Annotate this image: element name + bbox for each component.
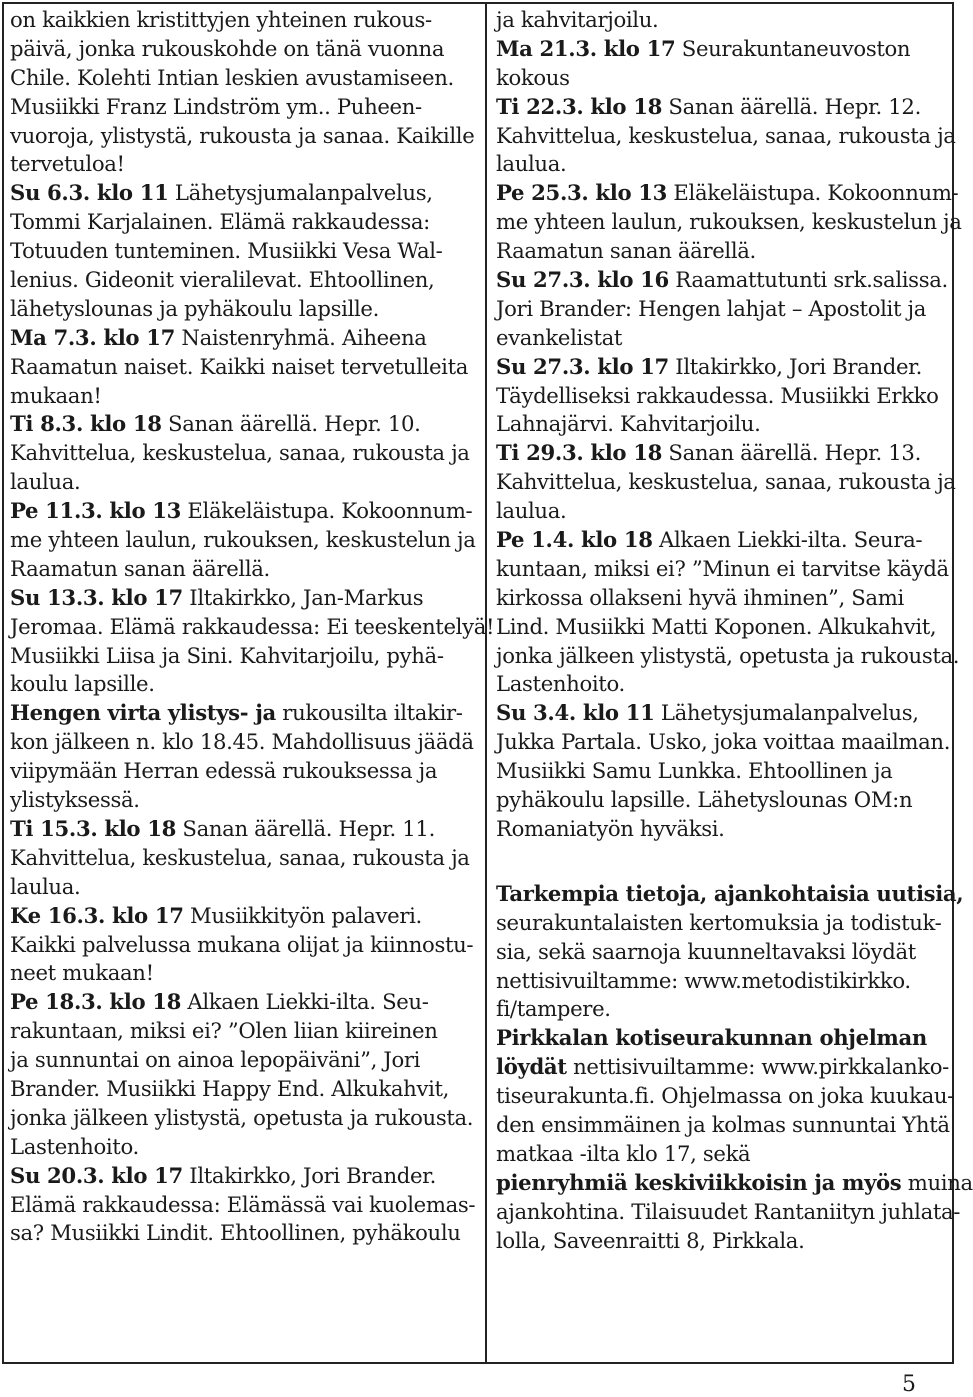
line-text: matkaa -ilta klo 17, sekä	[496, 1140, 751, 1166]
line-text: mukaan!	[10, 382, 102, 408]
text-line	[10, 93, 472, 122]
line-text: Seurakuntaneuvoston	[675, 35, 911, 61]
text-line	[496, 967, 946, 996]
line-text: kirkossa ollakseni hyvä ihminen”, Sami	[496, 584, 904, 610]
line-text: päivä, jonka rukouskohde on tänä vuonna	[10, 35, 445, 61]
line-text: ja sunnuntai on ainoa lepopäiväni”, Jori	[10, 1047, 421, 1073]
line-text: seurakuntalaisten kertomuksia ja todistuk-	[496, 909, 942, 935]
text-line	[496, 699, 946, 728]
bold-lead: Su 20.3. klo 17	[10, 1162, 183, 1188]
line-text: Brander. Musiikki Happy End. Alkukahvit,	[10, 1075, 450, 1101]
text-line	[496, 786, 946, 815]
text-line	[10, 208, 472, 237]
text-line	[10, 584, 472, 613]
text-line	[10, 699, 472, 728]
line-text: laulua.	[496, 498, 567, 524]
line-text: Totuuden tunteminen. Musiikki Vesa Wal-	[10, 238, 443, 264]
line-text: Iltakirkko, Jan-Markus	[182, 584, 424, 610]
line-text: kokous	[496, 64, 570, 90]
line-text: muina	[901, 1169, 973, 1195]
line-text: Alkaen Liekki-ilta. Seu-	[181, 989, 429, 1015]
text-line	[496, 526, 946, 555]
line-text: Iltakirkko, Jori Brander.	[182, 1162, 436, 1188]
text-line	[10, 728, 472, 757]
line-text: Kahvittelua, keskustelua, sanaa, rukousta ja	[496, 469, 956, 495]
line-text: laulua.	[496, 151, 567, 177]
line-text: Sanan äärellä. Hepr. 13.	[662, 440, 921, 466]
line-text: ja kahvitarjoilu.	[496, 7, 659, 32]
text-line	[496, 6, 946, 35]
text-line	[10, 815, 472, 844]
line-text: koulu lapsille.	[10, 671, 155, 697]
text-line	[10, 642, 472, 671]
text-line	[496, 909, 946, 938]
line-text: ajankohtina. Tilaisuudet Rantaniityn juhlata-	[496, 1198, 961, 1224]
line-text: laulua.	[10, 469, 81, 495]
line-text: Raamatun sanan äärellä.	[10, 555, 270, 581]
line-text: Lahnajärvi. Kahvitarjoilu.	[496, 411, 761, 437]
text-line	[10, 324, 472, 353]
text-line	[10, 959, 472, 988]
bold-lead: Su 3.4. klo 11	[496, 700, 655, 726]
text-line	[496, 324, 946, 353]
line-text: fi/tampere.	[496, 996, 611, 1022]
bold-lead: pienryhmiä keskiviikkoisin ja myös	[496, 1169, 902, 1195]
line-text: Musiikki Samu Lunkka. Ehtoollinen ja	[496, 758, 893, 784]
line-text: kuntaan, miksi ei? ”Minun ei tarvitse käydä	[496, 555, 949, 581]
text-line	[496, 670, 946, 699]
line-text: Alkaen Liekki-ilta. Seura-	[652, 527, 923, 553]
line-text: vuoroja, ylistystä, rukousta ja sanaa. Kaikille	[10, 122, 475, 148]
text-line	[10, 150, 472, 179]
line-text: Jukka Partala. Usko, joka voittaa maailman.	[496, 729, 951, 755]
bold-lead: Ke 16.3. klo 17	[10, 902, 184, 928]
text-line	[10, 613, 495, 642]
text-line	[496, 64, 946, 93]
text-line	[10, 6, 472, 35]
text-line	[10, 1104, 472, 1133]
bold-lead: Ma 21.3. klo 17	[496, 35, 676, 61]
line-text: Musiikki Franz Lindström ym.. Puheen-	[10, 93, 422, 119]
line-text: Kahvittelua, keskustelua, sanaa, rukousta ja	[496, 122, 956, 148]
text-line	[496, 584, 946, 613]
text-line	[10, 382, 472, 411]
line-text: Jeromaa. Elämä rakkaudessa: Ei teeskentelyä!	[10, 613, 495, 639]
line-text: Chile. Kolehti Intian leskien avustamiseen.	[10, 64, 454, 90]
bold-lead: Su 6.3. klo 11	[10, 180, 169, 206]
line-text: viipymään Herran edessä rukouksessa ja	[10, 758, 438, 784]
text-line	[496, 35, 946, 64]
line-text: Raamatun sanan äärellä.	[496, 238, 756, 264]
text-line	[10, 35, 472, 64]
bold-lead: Pe 1.4. klo 18	[496, 527, 653, 553]
text-line	[496, 1227, 946, 1256]
column-divider	[485, 4, 487, 1362]
text-line	[10, 555, 472, 584]
text-line	[496, 613, 946, 642]
text-line	[496, 815, 946, 844]
text-line	[10, 439, 472, 468]
line-text: Elämä rakkaudessa: Elämässä vai kuolemas-	[10, 1191, 476, 1217]
line-text: Raamattutunti srk.salissa.	[668, 267, 948, 293]
text-line	[496, 1169, 973, 1198]
text-line	[496, 728, 951, 757]
bold-lead: Su 27.3. klo 17	[496, 353, 669, 379]
line-text: Sanan äärellä. Hepr. 12.	[662, 93, 921, 119]
line-text: den ensimmäinen ja kolmas sunnuntai Yhtä	[496, 1111, 950, 1137]
line-text: nettisivuiltamme: www.metodistikirkko.	[496, 967, 911, 993]
bold-lead: Pe 11.3. klo 13	[10, 498, 182, 524]
text-line	[496, 150, 946, 179]
bold-lead: Pirkkalan kotiseurakunnan ohjelman	[496, 1025, 927, 1051]
text-line	[10, 468, 472, 497]
line-text: Musiikki Liisa ja Sini. Kahvitarjoilu, pyhä-	[10, 642, 444, 668]
bold-lead: löydät	[496, 1054, 567, 1080]
text-line	[10, 1017, 472, 1046]
text-line	[496, 938, 946, 967]
bold-lead: Su 13.3. klo 17	[10, 584, 183, 610]
text-line	[10, 1075, 472, 1104]
line-text: tervetuloa!	[10, 151, 125, 177]
line-text: Jori Brander: Hengen lahjat – Apostolit ja	[496, 295, 927, 321]
line-text: Tommi Karjalainen. Elämä rakkaudessa:	[10, 209, 430, 235]
text-line	[496, 757, 946, 786]
page-number: 5	[902, 1372, 916, 1397]
text-line	[10, 122, 475, 151]
line-text: rakuntaan, miksi ei? ”Olen liian kiireinen	[10, 1018, 438, 1044]
line-text: lenius. Gideonit vieralilevat. Ehtoollinen,	[10, 267, 435, 293]
line-text: Eläkeläistupa. Kokoonnum-	[181, 498, 473, 524]
text-line	[496, 237, 946, 266]
line-text: Iltakirkko, Jori Brander.	[668, 353, 922, 379]
text-line	[10, 64, 472, 93]
bold-lead: Ti 29.3. klo 18	[496, 440, 663, 466]
line-text: me yhteen laulun, rukouksen, keskustelun ja	[10, 527, 476, 553]
line-text: Sanan äärellä. Hepr. 11.	[176, 815, 435, 841]
left-column	[10, 6, 495, 1248]
bold-lead: Tarkempia tietoja, ajankohtaisia uutisia,	[496, 880, 964, 906]
line-text: lähetyslounas ja pyhäkoulu lapsille.	[10, 295, 380, 321]
text-line	[496, 179, 959, 208]
line-text: Romaniatyön hyväksi.	[496, 815, 725, 841]
line-text: neet mukaan!	[10, 960, 154, 986]
text-line	[10, 931, 472, 960]
text-line	[10, 1191, 476, 1220]
line-text: laulua.	[10, 873, 81, 899]
text-line	[10, 1162, 472, 1191]
line-text: Kahvittelua, keskustelua, sanaa, rukousta ja	[10, 844, 470, 870]
text-line	[496, 1082, 954, 1111]
text-line	[496, 208, 962, 237]
bold-lead: Ma 7.3. klo 17	[10, 324, 175, 350]
line-text: Kahvittelua, keskustelua, sanaa, rukousta ja	[10, 440, 470, 466]
bold-lead: Pe 25.3. klo 13	[496, 180, 668, 206]
text-line	[10, 295, 472, 324]
line-text: jonka jälkeen ylistystä, opetusta ja rukousta.	[10, 1104, 474, 1130]
text-line	[10, 670, 472, 699]
text-line	[496, 382, 946, 411]
text-line	[10, 410, 472, 439]
bold-lead: Ti 15.3. klo 18	[10, 815, 177, 841]
line-text: lolla, Saveenraitti 8, Pirkkala.	[496, 1227, 805, 1253]
line-text: Lastenhoito.	[496, 671, 625, 697]
text-line	[10, 873, 472, 902]
line-text: Lind. Musiikki Matti Koponen. Alkukahvit,	[496, 613, 937, 639]
text-line	[496, 1111, 950, 1140]
line-text: tiseurakunta.fi. Ohjelmassa on joka kuukau-	[496, 1083, 954, 1109]
text-line	[10, 757, 472, 786]
bold-lead: Pe 18.3. klo 18	[10, 989, 182, 1015]
text-line	[496, 642, 960, 671]
text-line	[10, 786, 472, 815]
text-line	[10, 988, 472, 1017]
text-line	[10, 353, 472, 382]
line-text: Lähetysjumalanpalvelus,	[654, 700, 919, 726]
text-line	[10, 179, 472, 208]
line-text: jonka jälkeen ylistystä, opetusta ja rukousta.	[496, 642, 960, 668]
line-text: Täydelliseksi rakkaudessa. Musiikki Erkko	[496, 382, 939, 408]
line-text: evankelistat	[496, 324, 623, 350]
text-line	[496, 1140, 946, 1169]
line-text: on kaikkien kristittyjen yhteinen rukous-	[10, 7, 432, 32]
text-line	[10, 1133, 472, 1162]
text-line	[496, 995, 946, 1024]
bold-lead: Ti 8.3. klo 18	[10, 411, 162, 437]
text-line	[496, 122, 956, 151]
text-line	[496, 1053, 949, 1082]
line-text: nettisivuiltamme: www.pirkkalanko-	[566, 1054, 949, 1080]
line-text: Eläkeläistupa. Kokoonnum-	[667, 180, 959, 206]
line-text: pyhäkoulu lapsille. Lähetyslounas OM:n	[496, 787, 913, 813]
line-text: sa? Musiikki Lindit. Ehtoollinen, pyhäkoulu	[10, 1220, 461, 1246]
line-text: me yhteen laulun, rukouksen, keskustelun ja	[496, 209, 962, 235]
bold-lead: Hengen virta ylistys- ja	[10, 700, 276, 726]
line-text: Lastenhoito.	[10, 1133, 139, 1159]
text-line	[10, 266, 472, 295]
text-line	[496, 468, 956, 497]
line-text: kon jälkeen n. klo 18.45. Mahdollisuus jäädä	[10, 729, 474, 755]
line-text: Naistenryhmä. Aiheena	[175, 324, 427, 350]
text-line	[496, 439, 946, 468]
text-line	[496, 266, 946, 295]
line-text: Sanan äärellä. Hepr. 10.	[161, 411, 421, 437]
text-line	[10, 497, 472, 526]
text-line	[496, 295, 946, 324]
text-line	[10, 237, 472, 266]
text-line	[10, 844, 472, 873]
text-line	[10, 1219, 472, 1248]
paragraph-gap	[496, 844, 946, 880]
text-line	[496, 497, 946, 526]
text-line	[10, 1046, 472, 1075]
bold-lead: Ti 22.3. klo 18	[496, 93, 663, 119]
line-text: Musiikkityön palaveri.	[183, 902, 422, 928]
line-text: Kaikki palvelussa mukana olijat ja kiinnostu-	[10, 931, 474, 957]
text-line	[496, 353, 946, 382]
line-text: Raamatun naiset. Kaikki naiset tervetulleita	[10, 353, 469, 379]
text-line	[496, 410, 946, 439]
text-line	[10, 902, 472, 931]
text-line	[496, 1198, 961, 1227]
text-line	[496, 880, 964, 909]
text-line	[10, 526, 476, 555]
line-text: rukousilta iltakir-	[275, 700, 463, 726]
text-line	[496, 1024, 946, 1053]
bold-lead: Su 27.3. klo 16	[496, 267, 669, 293]
text-line	[496, 555, 949, 584]
line-text: sia, sekä saarnoja kuunneltavaksi löydät	[496, 938, 916, 964]
line-text: Lähetysjumalanpalvelus,	[168, 180, 433, 206]
right-column	[496, 6, 973, 1255]
text-line	[496, 93, 946, 122]
line-text: ylistyksessä.	[10, 787, 140, 813]
